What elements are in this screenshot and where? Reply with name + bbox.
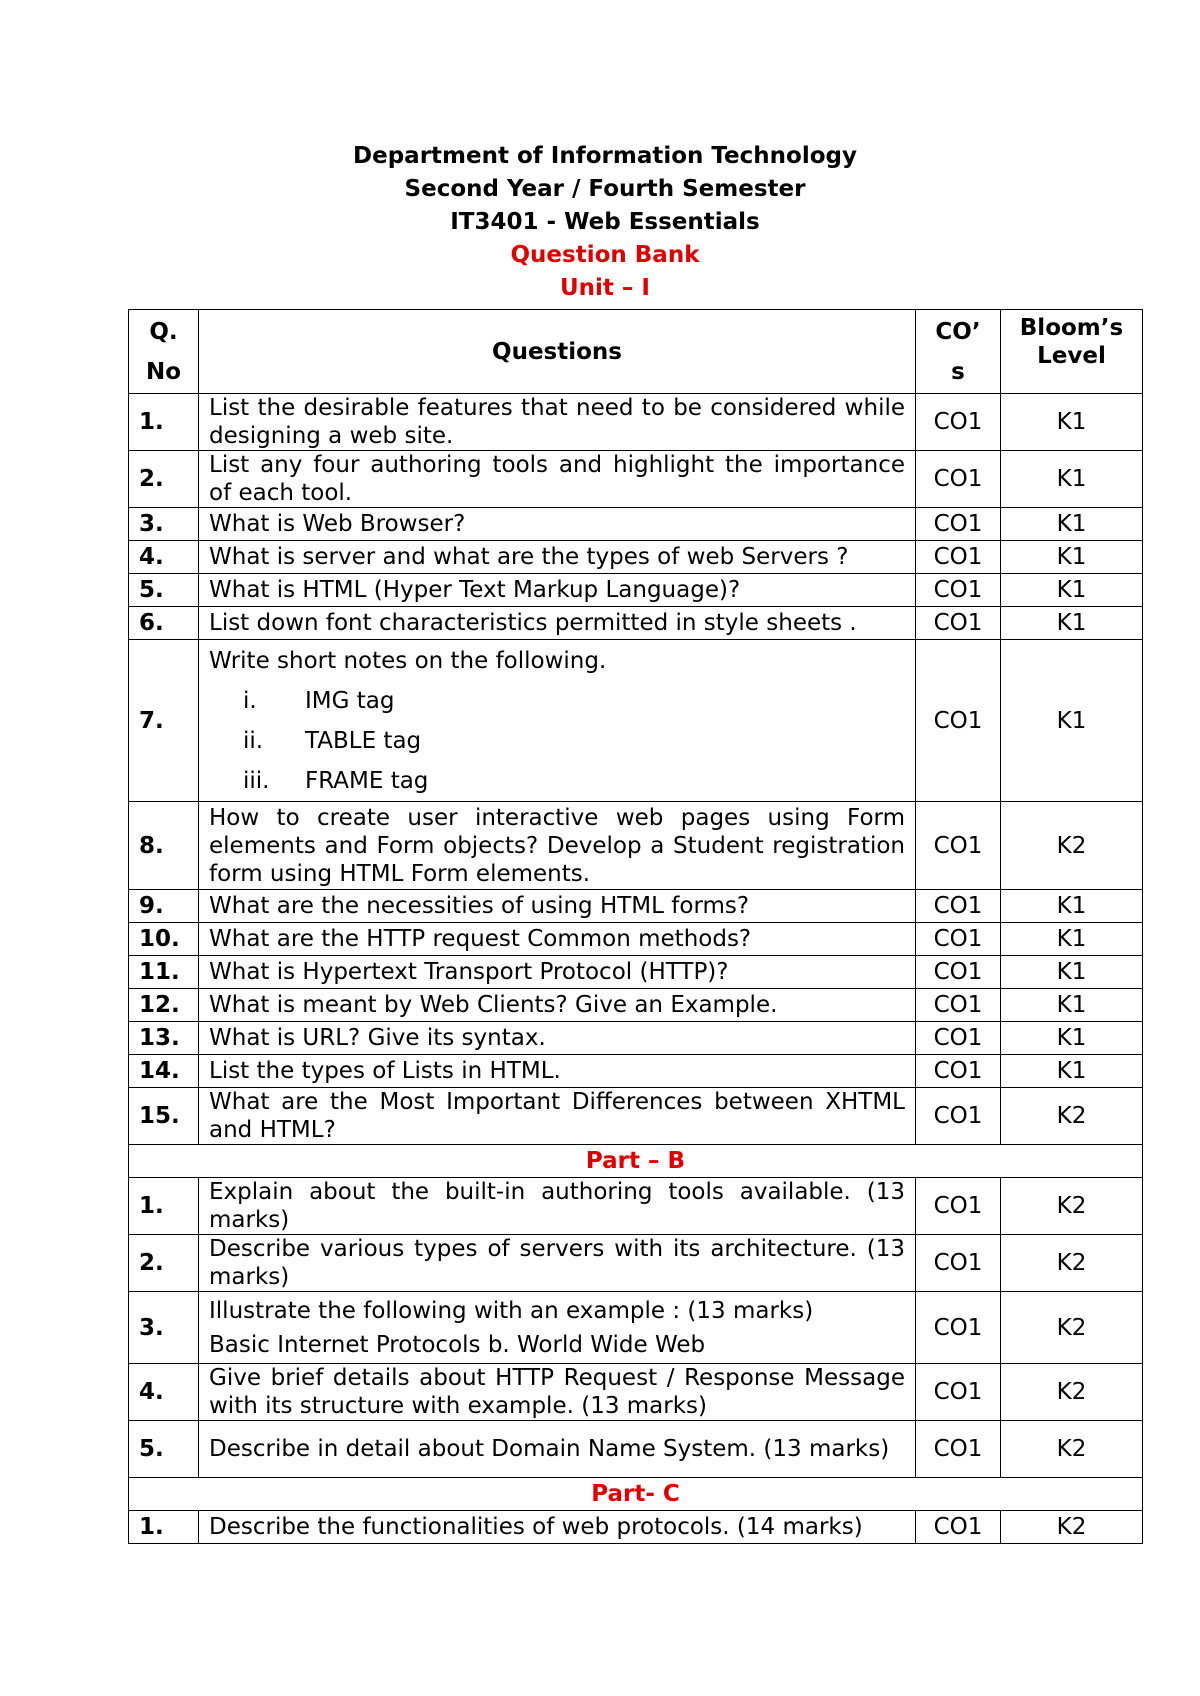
header-q-no-line1: Q. [149,318,178,345]
table-row [129,802,1143,890]
blooms-level: K1 [1001,923,1143,956]
part-c-heading-row [129,1478,1143,1511]
table-row [129,1421,1143,1478]
question-number: 5. [129,574,199,607]
blooms-level: K2 [1001,1511,1143,1544]
list-item-text: TABLE tag [305,727,422,754]
course-outcome: CO1 [916,574,1001,607]
table-row [129,989,1143,1022]
table-row [129,923,1143,956]
blooms-level: K2 [1001,1235,1143,1292]
course-outcome: CO1 [916,1055,1001,1088]
header-blooms-line2: Level [1037,343,1106,369]
course-title: IT3401 - Web Essentials [450,209,760,235]
course-outcome: CO1 [916,802,1001,890]
table-row [129,1022,1143,1055]
table-header-row [129,310,1143,394]
blooms-level: K1 [1001,574,1143,607]
table-row [129,1055,1143,1088]
header-q-no [129,310,199,394]
course-outcome: CO1 [916,451,1001,508]
question-number: 1. [129,1178,199,1235]
course-outcome: CO1 [916,1421,1001,1478]
document-header [0,140,1200,305]
course-outcome: CO1 [916,956,1001,989]
blooms-level: K1 [1001,1055,1143,1088]
question-number: 4. [129,541,199,574]
header-cos-line1: CO’ [935,318,981,345]
blooms-level: K1 [1001,1022,1143,1055]
header-blooms-line1: Bloom’s [1019,315,1124,341]
question-text-line2: Basic Internet Protocols b. World Wide Web [209,1331,706,1358]
question-number: 2. [129,451,199,508]
course-outcome: CO1 [916,541,1001,574]
table-row [129,890,1143,923]
question-number: 15. [129,1088,199,1145]
list-item [209,681,905,721]
course-outcome: CO1 [916,640,1001,802]
course-outcome: CO1 [916,1511,1001,1544]
question-text: What is HTML (Hyper Text Markup Language)? [199,574,916,607]
question-text: What is URL? Give its syntax. [199,1022,916,1055]
blooms-level: K1 [1001,508,1143,541]
question-number: 11. [129,956,199,989]
question-number: 1. [129,394,199,451]
question-number: 9. [129,890,199,923]
course-outcome: CO1 [916,607,1001,640]
question-text-with-list [199,640,916,802]
header-cos-line2: s [951,358,965,385]
table-row [129,1292,1143,1364]
blooms-level: K1 [1001,541,1143,574]
question-text: What is Hypertext Transport Protocol (HTTP)? [199,956,916,989]
table-row [129,1235,1143,1292]
header-blooms-level [1001,310,1143,394]
course-outcome: CO1 [916,1178,1001,1235]
question-text: List the types of Lists in HTML. [199,1055,916,1088]
question-number: 5. [129,1421,199,1478]
header-q-no-line2: No [145,358,182,385]
blooms-level: K1 [1001,451,1143,508]
table-row [129,574,1143,607]
blooms-level: K2 [1001,1421,1143,1478]
part-c-heading: Part- C [129,1478,1143,1511]
question-text: What are the necessities of using HTML forms? [199,890,916,923]
question-number: 3. [129,1292,199,1364]
table-row [129,508,1143,541]
question-text: Explain about the built-in authoring tools available. (13 marks) [199,1178,916,1235]
blooms-level: K2 [1001,1364,1143,1421]
course-outcome: CO1 [916,1235,1001,1292]
course-outcome: CO1 [916,508,1001,541]
question-number: 1. [129,1511,199,1544]
course-outcome: CO1 [916,394,1001,451]
year-semester: Second Year / Fourth Semester [404,176,806,202]
question-text: List the desirable features that need to be considered while designing a web site. [199,394,916,451]
table-row [129,451,1143,508]
question-text: Describe in detail about Domain Name System. (13 marks) [199,1421,916,1478]
question-number: 2. [129,1235,199,1292]
question-text: How to create user interactive web pages using Form elements and Form objects? Develop a Student registration form using HTML Form elements. [199,802,916,890]
department-title: Department of Information Technology [353,143,857,169]
course-outcome: CO1 [916,1088,1001,1145]
question-number: 6. [129,607,199,640]
unit-title: Unit – I [559,275,650,301]
course-outcome: CO1 [916,890,1001,923]
course-outcome: CO1 [916,1292,1001,1364]
question-text: Describe the functionalities of web protocols. (14 marks) [199,1511,916,1544]
table-row [129,541,1143,574]
question-number: 12. [129,989,199,1022]
list-item-text: FRAME tag [305,767,429,794]
question-number: 4. [129,1364,199,1421]
blooms-level: K1 [1001,394,1143,451]
list-item-marker: i. [243,687,257,714]
question-number: 8. [129,802,199,890]
question-table [128,309,1143,1544]
question-text: What is meant by Web Clients? Give an Example. [199,989,916,1022]
question-text: What is server and what are the types of web Servers ? [199,541,916,574]
table-row [129,1088,1143,1145]
question-text: Describe various types of servers with its architecture. (13 marks) [199,1235,916,1292]
blooms-level: K2 [1001,1178,1143,1235]
course-outcome: CO1 [916,989,1001,1022]
table-row [129,956,1143,989]
question-text-multiline [199,1292,916,1364]
question-number: 14. [129,1055,199,1088]
blooms-level: K1 [1001,640,1143,802]
table-row [129,1511,1143,1544]
header-questions: Questions [199,310,916,394]
course-outcome: CO1 [916,1022,1001,1055]
course-outcome: CO1 [916,1364,1001,1421]
list-item-marker: iii. [243,767,270,794]
question-number: 7. [129,640,199,802]
table-row [129,1178,1143,1235]
list-item [209,761,905,801]
header-cos [916,310,1001,394]
question-text: List down font characteristics permitted in style sheets . [199,607,916,640]
blooms-level: K2 [1001,1292,1143,1364]
course-outcome: CO1 [916,923,1001,956]
question-text: List any four authoring tools and highlight the importance of each tool. [199,451,916,508]
question-text: Give brief details about HTTP Request / Response Message with its structure with example. (13 marks) [199,1364,916,1421]
question-text: What are the Most Important Differences between XHTML and HTML? [199,1088,916,1145]
question-text: What are the HTTP request Common methods? [199,923,916,956]
question-number: 3. [129,508,199,541]
question-number: 13. [129,1022,199,1055]
question-text: Write short notes on the following. [209,647,607,674]
question-text: What is Web Browser? [199,508,916,541]
sub-item-list [209,681,905,801]
table-row [129,607,1143,640]
blooms-level: K1 [1001,890,1143,923]
question-number: 10. [129,923,199,956]
blooms-level: K1 [1001,989,1143,1022]
blooms-level: K1 [1001,607,1143,640]
list-item [209,721,905,761]
part-b-heading: Part – B [129,1145,1143,1178]
question-text: Illustrate the following with an example : (13 marks) [209,1297,814,1324]
table-row [129,640,1143,802]
blooms-level: K2 [1001,802,1143,890]
blooms-level: K2 [1001,1088,1143,1145]
question-bank-title: Question Bank [510,242,700,268]
part-b-heading-row [129,1145,1143,1178]
table-row [129,394,1143,451]
list-item-marker: ii. [243,727,264,754]
blooms-level: K1 [1001,956,1143,989]
table-row [129,1364,1143,1421]
list-item-text: IMG tag [305,687,395,714]
